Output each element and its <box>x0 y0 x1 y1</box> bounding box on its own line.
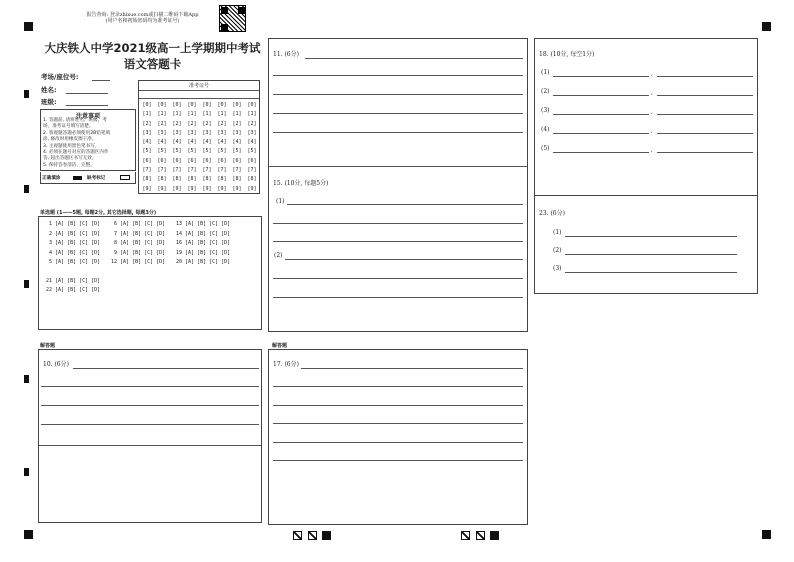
exam-id-digit-bubble[interactable]: [7] <box>172 167 182 174</box>
exam-id-column <box>216 101 228 194</box>
mc-box <box>38 216 262 330</box>
q17-section-label: 解答题 <box>272 343 288 349</box>
q18-answer-line[interactable] <box>553 95 649 96</box>
exam-id-digit-bubble[interactable]: [2] <box>232 120 242 127</box>
q15-sub1-line-1[interactable] <box>287 204 523 205</box>
q18-answer-line[interactable] <box>657 133 753 134</box>
mc-question-options[interactable]: 21 [A] [B] [C] [D] <box>46 277 101 284</box>
q23-sub-label: (3) <box>553 265 562 272</box>
notes-list <box>43 118 135 169</box>
exam-id-digit-bubble[interactable]: [9] <box>187 185 197 192</box>
page-code-mark-5 <box>476 531 485 540</box>
notes-line: 1. 答题前, 请将姓名、班级、考 <box>43 118 107 123</box>
notes-line: 3. 主观题使用黑色笔书写。 <box>43 143 100 149</box>
page-title <box>40 40 265 72</box>
q18-separator: , <box>651 70 653 77</box>
exam-id-divider-1 <box>139 90 259 91</box>
seat-number-label: 考场/座位号: <box>41 73 79 81</box>
exam-id-digit-bubble[interactable]: [4] <box>202 139 212 146</box>
exam-id-digit-bubble[interactable]: [6] <box>172 157 182 164</box>
exam-id-digit-bubble[interactable]: [5] <box>202 148 212 155</box>
page-code-mark-6 <box>490 531 499 540</box>
report-notice <box>70 12 215 24</box>
exam-id-digit-bubble[interactable]: [8] <box>202 176 212 183</box>
correct-fill-label: 正确填涂 <box>42 176 61 181</box>
q15-sub2-line-2[interactable] <box>273 278 523 279</box>
q18-answer-line[interactable] <box>553 114 649 115</box>
mc-question-options[interactable]: 8 [A] [B] [C] [D] <box>111 240 166 246</box>
q18-sub-label: (2) <box>541 88 550 95</box>
exam-id-column <box>231 101 243 194</box>
exam-id-digit-bubble[interactable]: [2] <box>202 120 212 127</box>
q15-sub2-line-1[interactable] <box>285 259 523 260</box>
alignment-mark-top-left <box>24 22 33 31</box>
alignment-mark-bottom-right <box>762 530 771 539</box>
q15-label: 15. (10分, 每题5分) <box>273 180 329 187</box>
q23-answer-line[interactable] <box>565 236 737 237</box>
mc-question-options[interactable]: 19 [A] [B] [C] [D] <box>176 249 231 256</box>
exam-id-digit-bubble[interactable]: [2] <box>157 120 167 127</box>
q23-sub-label: (2) <box>553 247 562 254</box>
q15-sub2-label: (2) <box>274 252 283 259</box>
exam-id-digit-bubble[interactable]: [4] <box>157 139 167 146</box>
exam-id-digit-bubble[interactable]: [5] <box>157 148 167 155</box>
exam-id-digit-bubble[interactable]: [5] <box>232 148 242 155</box>
q18-answer-line[interactable] <box>657 114 753 115</box>
exam-id-column <box>201 101 213 194</box>
exam-id-digit-bubble[interactable]: [2] <box>142 120 152 127</box>
q10-answer-line-2[interactable] <box>41 386 259 387</box>
absent-mark-label: 缺考标记 <box>87 176 106 181</box>
exam-id-digit-bubble[interactable]: [2] <box>172 120 182 127</box>
exam-id-digit-bubble[interactable]: [1] <box>232 111 242 118</box>
exam-id-digit-bubble[interactable]: [0] <box>187 102 197 108</box>
side-mark-4 <box>24 375 29 383</box>
mc-header: 单选题 (1——5题, 每题2分, 其它选择题, 每题3分) <box>40 210 157 216</box>
exam-id-digit-bubble[interactable]: [6] <box>232 157 242 164</box>
side-mark-1 <box>24 90 29 98</box>
q15-sub1-line-3[interactable] <box>273 241 523 242</box>
exam-id-digit-bubble[interactable]: [4] <box>142 139 152 146</box>
report-notice-line1: 报告查询: 登录zhixue.com或扫描二维码下载App <box>86 12 199 18</box>
exam-id-digit-bubble[interactable]: [6] <box>247 157 257 164</box>
exam-id-digit-bubble[interactable]: [1] <box>172 111 182 118</box>
q10-answer-line-3[interactable] <box>41 405 259 406</box>
exam-id-digit-bubble[interactable]: [6] <box>157 157 167 164</box>
q11-answer-line-4[interactable] <box>273 113 523 114</box>
mc-question-options[interactable]: 9 [A] [B] [C] [D] <box>111 249 166 256</box>
exam-id-digit-bubble[interactable]: [6] <box>217 157 227 164</box>
q10-answer-line-1[interactable] <box>73 368 259 369</box>
exam-id-digit-bubble[interactable]: [7] <box>202 167 212 174</box>
mc-question-options[interactable]: 4 [A] [B] [C] [D] <box>46 249 101 256</box>
name-label: 姓名: <box>41 86 57 94</box>
exam-id-digit-bubble[interactable]: [4] <box>217 139 227 146</box>
alignment-mark-top-right <box>762 22 771 31</box>
exam-id-digit-bubble[interactable]: [6] <box>202 157 212 164</box>
exam-id-digit-bubble[interactable]: [7] <box>157 167 167 174</box>
class-label: 班级: <box>41 98 57 106</box>
exam-id-digit-bubble[interactable]: [0] <box>232 102 242 108</box>
exam-id-digit-bubble[interactable]: [8] <box>217 176 227 183</box>
exam-id-digit-bubble[interactable]: [5] <box>187 148 197 155</box>
report-notice-line2: (用户名和初始密码均为准考证号) <box>105 18 180 24</box>
q23-answer-line[interactable] <box>565 272 737 273</box>
exam-id-digit-bubble[interactable]: [9] <box>172 185 182 192</box>
exam-id-digit-bubble[interactable]: [1] <box>157 111 167 118</box>
exam-id-digit-bubble[interactable]: [7] <box>232 167 242 174</box>
mc-question-options[interactable]: 12 [A] [B] [C] [D] <box>111 259 166 265</box>
q18-separator: , <box>651 108 653 115</box>
q18-sub-label: (4) <box>541 126 550 133</box>
exam-id-divider-2 <box>139 98 259 99</box>
q18-answer-line[interactable] <box>553 152 649 153</box>
q11-answer-line-3[interactable] <box>273 94 523 95</box>
exam-id-digit-bubble[interactable]: [0] <box>247 102 257 108</box>
exam-id-digit-bubble[interactable]: [1] <box>142 111 152 118</box>
q10-label: 10. (6分) <box>43 361 69 368</box>
exam-id-digit-bubble[interactable]: [1] <box>187 111 197 118</box>
q18-sub-label: (3) <box>541 107 550 114</box>
q18-answer-line[interactable] <box>553 76 649 77</box>
exam-id-digit-bubble[interactable]: [3] <box>247 129 257 136</box>
q10-section-label: 解答题 <box>40 343 56 349</box>
notes-line: 答, 超出答题区书写无效。 <box>43 156 97 162</box>
mc-question-options[interactable]: 6 [A] [B] [C] [D] <box>111 221 166 227</box>
page-code-mark-2 <box>308 531 317 540</box>
q11-answer-line-5[interactable] <box>273 132 523 133</box>
exam-id-digit-bubble[interactable]: [9] <box>247 185 257 192</box>
exam-id-digit-bubble[interactable]: [8] <box>232 176 242 183</box>
exam-id-column <box>141 101 153 194</box>
exam-id-digit-bubble[interactable]: [8] <box>172 176 182 183</box>
exam-id-digit-bubble[interactable]: [1] <box>247 111 257 118</box>
title-line1: 大庆铁人中学2021级高一上学期期中考试 <box>44 41 261 55</box>
q18-label: 18. (10分, 每空1分) <box>539 51 595 58</box>
mc-question-options[interactable]: 16 [A] [B] [C] [D] <box>176 240 231 246</box>
exam-id-digit-bubble[interactable]: [0] <box>157 102 167 108</box>
notes-box <box>40 109 136 171</box>
exam-id-digit-bubble[interactable]: [9] <box>232 185 242 192</box>
q17-answer-line-5[interactable] <box>273 442 523 443</box>
exam-id-digit-bubble[interactable]: [3] <box>217 129 227 136</box>
q18-answer-line[interactable] <box>657 76 753 77</box>
page-code-mark-4 <box>461 531 470 540</box>
q17-answer-line-4[interactable] <box>273 423 523 424</box>
q17-answer-line-6[interactable] <box>273 460 523 461</box>
exam-id-digit-bubble[interactable]: [4] <box>187 139 197 146</box>
mc-question-options[interactable]: 1 [A] [B] [C] [D] <box>46 221 101 227</box>
qr-code[interactable] <box>219 5 246 32</box>
q18-answer-line[interactable] <box>657 152 753 153</box>
mc-question-options[interactable]: 3 [A] [B] [C] [D] <box>46 240 101 246</box>
exam-id-digit-bubble[interactable]: [4] <box>172 139 182 146</box>
exam-id-digit-bubble[interactable]: [3] <box>172 129 182 136</box>
exam-id-column <box>186 101 198 194</box>
q18-answer-line[interactable] <box>657 95 753 96</box>
side-mark-3 <box>24 280 29 288</box>
exam-id-digit-bubble[interactable]: [5] <box>142 148 152 155</box>
exam-id-column <box>246 101 258 194</box>
exam-id-digit-bubble[interactable]: [3] <box>202 129 212 136</box>
exam-id-column <box>156 101 168 194</box>
exam-id-digit-bubble[interactable]: [8] <box>247 176 257 183</box>
exam-id-digit-bubble[interactable]: [5] <box>217 148 227 155</box>
mc-question-options[interactable]: 2 [A] [B] [C] [D] <box>46 230 101 237</box>
exam-id-digit-bubble[interactable]: [0] <box>172 102 182 108</box>
exam-id-digit-bubble[interactable]: [7] <box>247 167 257 174</box>
title-line2: 语文答题卡 <box>123 57 182 71</box>
exam-id-digit-bubble[interactable]: [8] <box>157 176 167 183</box>
mc-question-options[interactable]: 22 [A] [B] [C] [D] <box>46 287 101 293</box>
exam-id-digit-bubble[interactable]: [0] <box>202 102 212 108</box>
exam-id-digit-bubble[interactable]: [3] <box>157 129 167 136</box>
notes-line: 4. 必须在题号对应的答题区内作 <box>43 150 109 156</box>
name-line[interactable] <box>66 93 108 94</box>
exam-id-digit-bubble[interactable]: [0] <box>217 102 227 108</box>
exam-id-digit-bubble[interactable]: [4] <box>232 139 242 146</box>
q10-answer-line-4[interactable] <box>41 424 259 425</box>
exam-id-digit-bubble[interactable]: [5] <box>172 148 182 155</box>
q17-answer-line-1[interactable] <box>301 368 523 369</box>
exam-id-digit-bubble[interactable]: [8] <box>142 176 152 183</box>
mc-question-options[interactable]: 14 [A] [B] [C] [D] <box>176 230 231 237</box>
q11-q15-box <box>268 38 528 332</box>
seat-number-line[interactable] <box>92 80 110 81</box>
exam-id-column <box>171 101 183 194</box>
q18-sub-label: (5) <box>541 145 550 152</box>
fill-legend-box <box>40 172 136 184</box>
q15-sub2-line-3[interactable] <box>273 297 523 298</box>
q18-answer-line[interactable] <box>553 133 649 134</box>
q18-separator: , <box>651 89 653 96</box>
page-code-mark-1 <box>293 531 302 540</box>
exam-id-digit-bubble[interactable]: [9] <box>157 185 167 192</box>
q11-divider <box>269 166 527 167</box>
mc-question-options[interactable]: 5 [A] [B] [C] [D] <box>46 259 101 265</box>
exam-id-digit-bubble[interactable]: [9] <box>217 185 227 192</box>
exam-id-digit-bubble[interactable]: [9] <box>142 185 152 192</box>
q10-divider <box>39 445 261 446</box>
class-line[interactable] <box>66 105 108 106</box>
q23-label: 23. (6分) <box>539 210 565 217</box>
q23-box <box>534 196 758 294</box>
side-mark-2 <box>24 185 29 193</box>
exam-id-digit-bubble[interactable]: [7] <box>142 167 152 174</box>
exam-id-digit-bubble[interactable]: [5] <box>247 148 257 155</box>
exam-id-digit-bubble[interactable]: [7] <box>187 167 197 174</box>
exam-id-digit-bubble[interactable]: [9] <box>202 185 212 192</box>
exam-id-digit-bubble[interactable]: [2] <box>187 120 197 127</box>
q23-answer-line[interactable] <box>565 254 737 255</box>
exam-id-label: 准考证号 <box>188 83 209 89</box>
q17-box <box>268 349 528 525</box>
q11-answer-line-1[interactable] <box>305 58 523 59</box>
alignment-mark-bottom-left <box>24 530 33 539</box>
q15-sub1-line-2[interactable] <box>273 223 523 224</box>
exam-id-grid <box>138 80 260 194</box>
exam-id-digit-bubble[interactable]: [4] <box>247 139 257 146</box>
exam-id-digit-bubble[interactable]: [2] <box>217 120 227 127</box>
q17-answer-line-2[interactable] <box>273 386 523 387</box>
q11-answer-line-2[interactable] <box>273 75 523 76</box>
q10-box <box>38 349 262 523</box>
q18-sub-label: (1) <box>541 69 550 76</box>
q23-sub-label: (1) <box>553 229 562 236</box>
notes-title: 注意事项 <box>75 113 100 120</box>
mc-question-options[interactable]: 20 [A] [B] [C] [D] <box>176 259 231 265</box>
exam-id-digit-bubble[interactable]: [6] <box>142 157 152 164</box>
q15-sub1-label: (1) <box>276 198 285 205</box>
exam-id-digit-bubble[interactable]: [1] <box>217 111 227 118</box>
exam-id-digit-bubble[interactable]: [3] <box>187 129 197 136</box>
notes-line: 5. 保持答卷清洁、完整。 <box>43 162 95 168</box>
q18-separator: , <box>651 127 653 134</box>
q17-answer-line-3[interactable] <box>273 405 523 406</box>
q18-separator: , <box>651 146 653 153</box>
exam-id-digit-bubble[interactable]: [6] <box>187 157 197 164</box>
page-code-mark-3 <box>322 531 331 540</box>
exam-id-digit-bubble[interactable]: [0] <box>142 102 152 108</box>
notes-line: 2. 客观题答题必须使用2B铅笔填 <box>43 130 111 136</box>
mc-question-options[interactable]: 7 [A] [B] [C] [D] <box>111 230 166 237</box>
notes-line: 涂, 修改时用橡皮擦干净。 <box>43 137 97 143</box>
mc-question-options[interactable]: 13 [A] [B] [C] [D] <box>176 221 231 227</box>
q17-label: 17. (6分) <box>273 361 299 368</box>
exam-id-digit-bubble[interactable]: [8] <box>187 176 197 183</box>
notes-line: 场、准考证号填写清楚。 <box>43 124 94 130</box>
q11-label: 11. (6分) <box>273 51 299 58</box>
exam-id-digit-bubble[interactable]: [3] <box>232 129 242 136</box>
exam-id-digit-bubble[interactable]: [7] <box>217 167 227 174</box>
q18-box <box>534 38 758 196</box>
exam-id-digit-bubble[interactable]: [3] <box>142 129 152 136</box>
side-mark-5 <box>24 468 29 476</box>
exam-id-digit-bubble[interactable]: [1] <box>202 111 212 118</box>
exam-id-digit-bubble[interactable]: [2] <box>247 120 257 127</box>
